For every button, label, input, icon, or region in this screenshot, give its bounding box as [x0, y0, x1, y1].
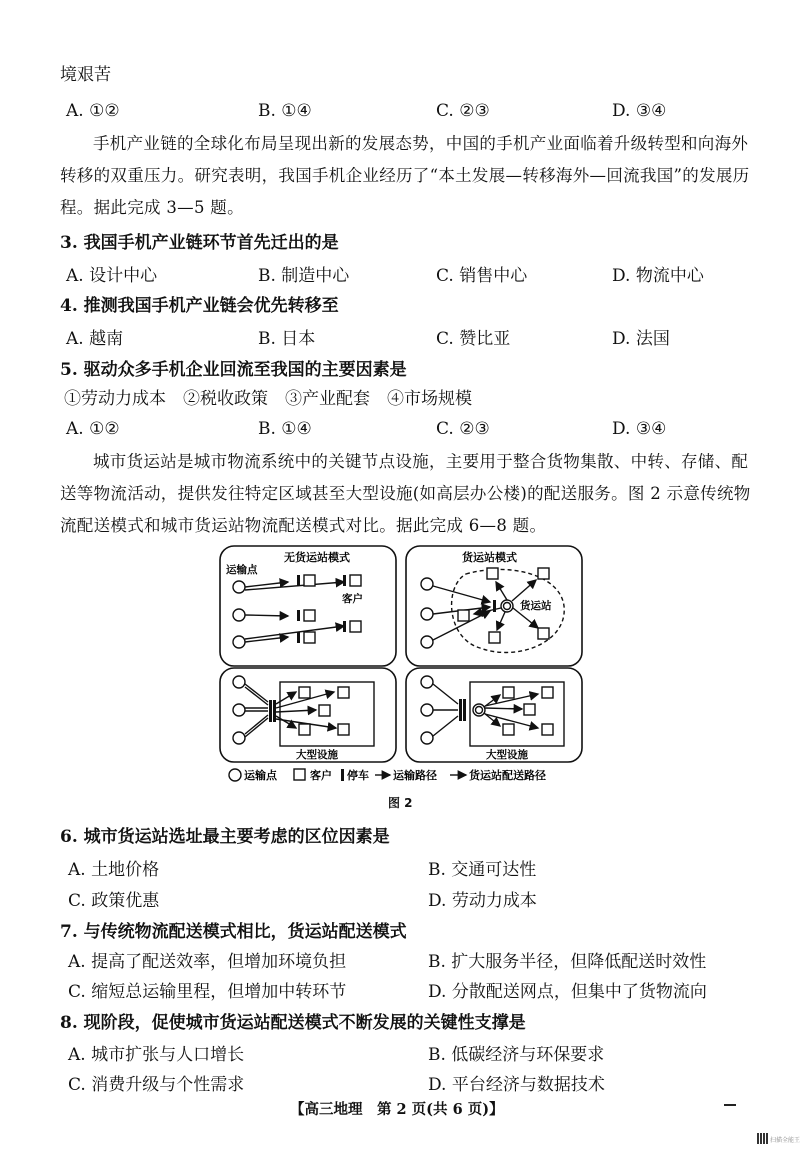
- label-transport-point: 运输点: [226, 564, 258, 576]
- parking-mark-station: [493, 600, 496, 612]
- q4-option-a[interactable]: A. 越南: [66, 329, 124, 349]
- q6-option-c[interactable]: C. 政策优惠: [68, 891, 160, 911]
- q8-stem: 8. 现阶段，促使城市货运站配送模式不断发展的关键性支撑是: [60, 1013, 526, 1033]
- q5-factors: ①劳动力成本 ②税收政策 ③产业配套 ④市场规模: [64, 389, 472, 409]
- figure-2: [218, 544, 584, 784]
- label-customer: 客户: [342, 593, 363, 605]
- q3-option-d[interactable]: D. 物流中心: [612, 266, 704, 286]
- q6-stem: 6. 城市货运站选址最主要考虑的区位因素是: [60, 827, 390, 847]
- q3-options: [0, 261, 800, 285]
- legend-station-route: 货运站配送路径: [469, 769, 546, 782]
- q8-option-c[interactable]: C. 消费升级与个性需求: [68, 1075, 245, 1095]
- passage-freight-station: 城市货运站是城市物流系统中的关键节点设施，主要用于整合货物集散、中转、存储、配送等物流活动，提供发往特定区域甚至大型设施(如高层办公楼)的配送服务。图 2 示意传统物流配送模式和城市货运站物流配送模式对比。据此完成 6—8 题。: [60, 452, 751, 535]
- legend-customer: 客户: [310, 769, 332, 782]
- no-station-large-facility: [233, 676, 374, 746]
- q8-option-a[interactable]: A. 城市扩张与人口增长: [68, 1045, 245, 1065]
- panel-left-title: 无货运站模式: [284, 551, 350, 564]
- q5-option-c[interactable]: C. ②③: [436, 419, 490, 439]
- q7-option-d[interactable]: D. 分散配送网点，但集中了货物流向: [428, 982, 707, 1002]
- q2-option-b[interactable]: B. ①④: [258, 101, 312, 121]
- legend-parking-icon: [341, 769, 344, 781]
- q8-option-b[interactable]: B. 低碳经济与环保要求: [428, 1045, 605, 1065]
- q8-option-d[interactable]: D. 平台经济与数据技术: [428, 1075, 605, 1095]
- figure-legend: [229, 768, 546, 782]
- q4-option-d[interactable]: D. 法国: [612, 329, 670, 349]
- q7-option-a[interactable]: A. 提高了配送效率，但增加环境负担: [68, 952, 347, 972]
- q6-option-a[interactable]: A. 土地价格: [68, 860, 160, 880]
- q4-options: [0, 324, 800, 348]
- q2-option-d[interactable]: D. ③④: [612, 101, 667, 121]
- q2-options: [0, 101, 800, 125]
- q2-option-a[interactable]: A. ①②: [66, 101, 120, 121]
- scanner-qr-icon: [757, 1133, 768, 1144]
- q4-stem: 4. 推测我国手机产业链会优先转移至: [60, 296, 339, 316]
- legend-transport-point: 运输点: [244, 769, 277, 782]
- figure-2-diagram: [218, 544, 584, 784]
- passage-phone-industry: 手机产业链的全球化布局呈现出新的发展态势，中国的手机产业面临着升级转型和向海外转移的双重压力。研究表明，我国手机企业经历了“本土发展—转移海外—回流我国”的发展历程。据此完成 3—5 题。: [60, 134, 750, 217]
- panel-right-title: 货运站模式: [462, 551, 517, 564]
- figure-caption: 图 2: [388, 796, 413, 810]
- legend-route: 运输路径: [393, 769, 437, 782]
- label-station: 货运站: [520, 600, 552, 612]
- q6-option-b[interactable]: B. 交通可达性: [428, 860, 537, 880]
- question-fragment: 境艰苦: [60, 65, 111, 85]
- q7-option-c[interactable]: C. 缩短总运输里程，但增加中转环节: [68, 982, 347, 1002]
- q7-option-b[interactable]: B. 扩大服务半径，但降低配送时效性: [428, 952, 707, 972]
- parking-marks-bottom-left: [269, 700, 276, 722]
- q3-option-a[interactable]: A. 设计中心: [66, 266, 158, 286]
- q6-option-d[interactable]: D. 劳动力成本: [428, 891, 537, 911]
- scanner-watermark: 扫描全能王: [770, 1137, 800, 1144]
- q3-option-c[interactable]: C. 销售中心: [436, 266, 528, 286]
- q4-option-b[interactable]: B. 日本: [258, 329, 316, 349]
- legend-customer-icon: [294, 769, 305, 780]
- page-footer: 【高三地理 第 2 页(共 6 页)】: [290, 1101, 504, 1118]
- q7-stem: 7. 与传统物流配送模式相比，货运站配送模式: [60, 922, 407, 942]
- legend-parking: 停车: [347, 769, 369, 782]
- q3-stem: 3. 我国手机产业链环节首先迁出的是: [60, 233, 339, 253]
- q5-option-d[interactable]: D. ③④: [612, 419, 667, 439]
- legend-transport-point-icon: [229, 769, 241, 781]
- q5-option-a[interactable]: A. ①②: [66, 419, 120, 439]
- q5-stem: 5. 驱动众多手机企业回流至我国的主要因素是: [60, 360, 407, 380]
- q3-option-b[interactable]: B. 制造中心: [258, 266, 350, 286]
- label-large-facility-right: 大型设施: [486, 749, 528, 761]
- label-large-facility-left: 大型设施: [296, 749, 338, 761]
- parking-marks-bottom-right: [459, 699, 466, 721]
- q4-option-c[interactable]: C. 赞比亚: [436, 329, 511, 349]
- q2-option-c[interactable]: C. ②③: [436, 101, 490, 121]
- footer-dash: [724, 1104, 736, 1106]
- station-large-facility: [421, 676, 564, 746]
- q5-options: [0, 419, 800, 443]
- q5-option-b[interactable]: B. ①④: [258, 419, 312, 439]
